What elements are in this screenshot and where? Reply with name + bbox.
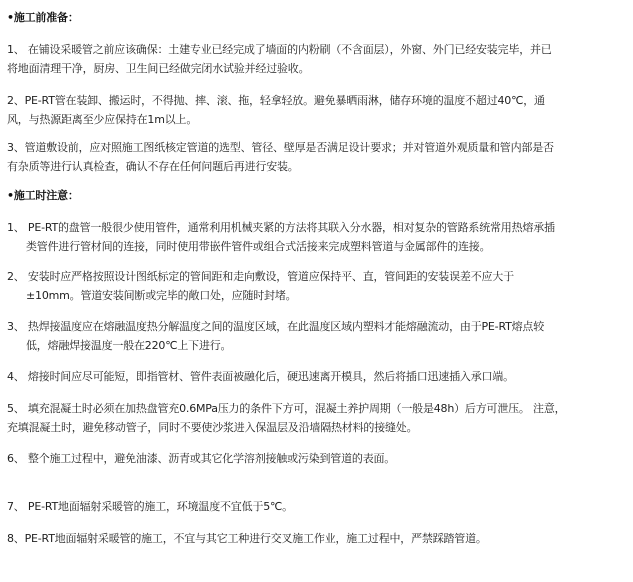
paragraph-line: 将地面清理干净，厨房、卫生间已经做完闭水试验并经过验收。: [7, 62, 310, 75]
paragraph-line: 1、 在铺设采暖管之前应该确保：土建专业已经完成了墙面的内粉刷（不含面层），外窗、外门已经安装完毕，并已: [7, 43, 552, 56]
paragraph-line: 7、 PE-RT地面辐射采暖管的施工，环境温度不宜低于5℃。: [7, 500, 293, 513]
section-heading-before-construction: •施工前准备：: [7, 11, 79, 24]
paragraph-line: 低，熔融焊接温度一般在220℃上下进行。: [26, 339, 232, 352]
paragraph-line: 4、 熔接时间应尽可能短，即指管材、管件表面被融化后，硬迅速离开模具，然后将插口迅速插入承口端。: [7, 370, 514, 383]
paragraph-line: 2、PE-RT管在装卸、搬运时，不得抛、摔、滚、拖，轻拿轻放。避免暴晒雨淋，储存环境的温度不超过40℃，通: [7, 94, 545, 107]
paragraph-line: 3、 热焊接温度应在熔融温度热分解温度之间的温度区域，在此温度区域内塑料才能熔融流动，由于PE-RT熔点较: [7, 320, 545, 333]
paragraph-line: 1、 PE-RT的盘管一般很少使用管件，通常利用机械夹紧的方法将其联入分水器，相对复杂的管路系统常用热熔承插: [7, 221, 555, 234]
paragraph-line: 3、管道敷设前，应对照施工图纸核定管道的选型、管径、壁厚是否满足设计要求；并对管道外观质量和管内部是否: [7, 141, 554, 154]
paragraph-line: 充填混凝土时，避免移动管子，同时不要使沙浆进入保温层及沿墙隔热材料的接缝处。: [7, 421, 418, 434]
paragraph-line: 有杂质等进行认真检查，确认不存在任何问题后再进行安装。: [7, 160, 299, 173]
paragraph-line: 8、PE-RT地面辐射采暖管的施工，不宜与其它工种进行交叉施工作业，施工过程中，严禁踩踏管道。: [7, 532, 487, 545]
paragraph-line: 类管件进行管材间的连接，同时使用带嵌件管件或组合式活接来完成塑料管道与金属部件的连接。: [26, 240, 491, 253]
section-heading-during-construction: •施工时注意：: [7, 189, 79, 202]
paragraph-line: ±10mm。管道安装间断或完毕的敞口处，应随时封堵。: [26, 289, 297, 302]
paragraph-line: 5、 填充混凝土时必须在加热盘管充0.6MPa压力的条件下方可，混凝土养护周期（一般是48h）后方可泄压。 注意，: [7, 402, 566, 415]
paragraph-line: 风，与热源距离至少应保持在1m以上。: [7, 113, 198, 126]
paragraph-line: 2、 安装时应严格按照设计图纸标定的管间距和走向敷设，管道应保持平、直，管间距的安装误差不应大于: [7, 270, 514, 283]
paragraph-line: 6、 整个施工过程中，避免油漆、沥青或其它化学溶剂接触或污染到管道的表面。: [7, 452, 396, 465]
